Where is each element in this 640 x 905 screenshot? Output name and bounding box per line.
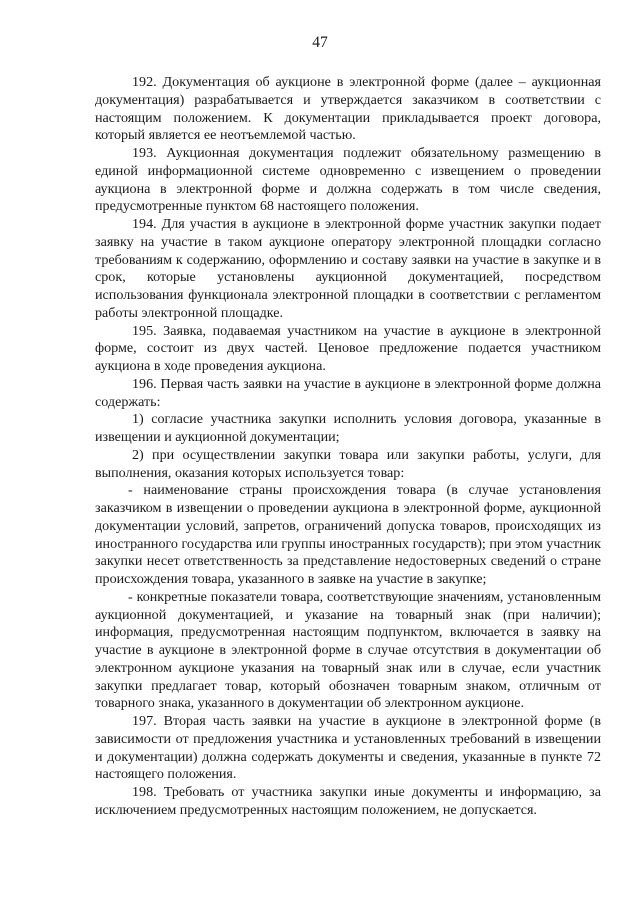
dash-item-country-of-origin: - наименование страны происхождения товара (в случае установления заказчиком в извещении о проведении аукциона в электронной форме, аукционной документации условий, запретов, ограничений допуска товаров, происходящих из иностранного государства или группы иностранных государств); при этом участник закупки несет ответственность за представление недостоверных сведений о стране происхождения товара, указанного в заявке на участие в закупке;: [95, 482, 601, 587]
dash-item-product-indicators: - конкретные показатели товара, соответствующие значениям, установленным аукционной документацией, и указание на товарный знак (при наличии); информация, предусмотренная настоящим подпунктом, включается в заявку на участие в аукционе в электронной форме в случае отсутствия в документации об электронном аукционе указания на товарный знак или в случае, если участник закупки предлагает товар, который обозначен товарным знаком, отличным от товарного знака, указанного в документации об электронном аукционе.: [95, 588, 601, 712]
paragraph-192: 192. Документация об аукционе в электронной форме (далее – аукционная документация) разрабатывается и утверждается заказчиком в соответствии с настоящим положением. К документации прикладывается проект договора, который является ее неотъемлемой частью.: [95, 74, 601, 144]
page-number: 47: [312, 34, 328, 51]
paragraph-198: 198. Требовать от участника закупки иные документы и информацию, за исключением предусмотренных настоящим положением, не допускается.: [95, 784, 601, 818]
paragraph-194: 194. Для участия в аукционе в электронной форме участник закупки подает заявку на участие в таком аукционе оператору электронной площадки согласно требованиям к содержанию, оформлению и составу заявки на участие в закупке и в срок, которые установлены аукционной документацией, посредством использования функционала электронной площадки в соответствии с регламентом работы электронной площадке.: [95, 216, 601, 321]
subitem-2: 2) при осуществлении закупки товара или закупки работы, услуги, для выполнения, оказания которых используется товар:: [95, 446, 601, 481]
paragraph-197: 197. Вторая часть заявки на участие в аукционе в электронной форме (в зависимости от предложения участника и установленных требований в извещении и документации) должна содержать документы и сведения, указанные в пункте 72 настоящего положения.: [95, 713, 601, 783]
paragraph-196: 196. Первая часть заявки на участие в аукционе в электронной форме должна содержать:: [95, 375, 601, 410]
paragraph-193: 193. Аукционная документация подлежит обязательному размещению в единой информационной системе одновременно с извещением о проведении аукциона в электронной форме и должна содержать в том числе сведения, предусмотренные пунктом 68 настоящего положения.: [95, 145, 601, 215]
subitem-1: 1) согласие участника закупки исполнить условия договора, указанные в извещении и аукционной документации;: [95, 411, 601, 445]
paragraph-195: 195. Заявка, подаваемая участником на участие в аукционе в электронной форме, состоит из двух частей. Ценовое предложение подается участником аукциона в ходе проведения аукциона.: [95, 322, 601, 374]
document-body: [95, 74, 601, 820]
